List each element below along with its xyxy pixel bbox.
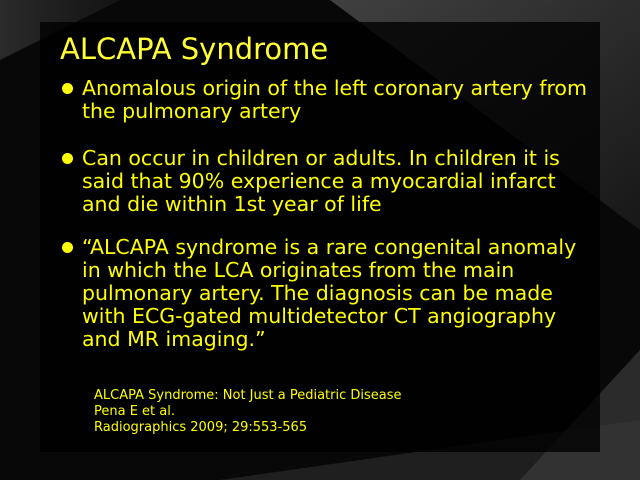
citation — [94, 388, 402, 436]
citation-article-title: ALCAPA Syndrome: Not Just a Pediatric Disease — [94, 388, 402, 403]
bullet-item — [60, 77, 600, 123]
bullet-item — [60, 147, 600, 216]
bullet-item — [60, 236, 600, 351]
bullet-text: Anomalous origin of the left coronary artery from the pulmonary artery — [82, 76, 587, 123]
bullet-text: Can occur in children or adults. In children it is said that 90% experience a myocardial infarct and die within 1st year of life — [82, 146, 560, 216]
bullet-dot-icon — [62, 153, 73, 164]
citation-journal: Radiographics 2009; 29:553-565 — [94, 420, 308, 435]
citation-authors: Pena E et al. — [94, 404, 175, 419]
slide-title: ALCAPA Syndrome — [60, 32, 329, 66]
bullet-dot-icon — [62, 242, 73, 253]
bullet-text: “ALCAPA syndrome is a rare congenital anomaly in which the LCA originates from the main pulmonary artery. The diagnosis can be made with ECG-gated multidetector CT angiography and MR imaging.” — [82, 235, 577, 351]
bullet-dot-icon — [62, 83, 73, 94]
